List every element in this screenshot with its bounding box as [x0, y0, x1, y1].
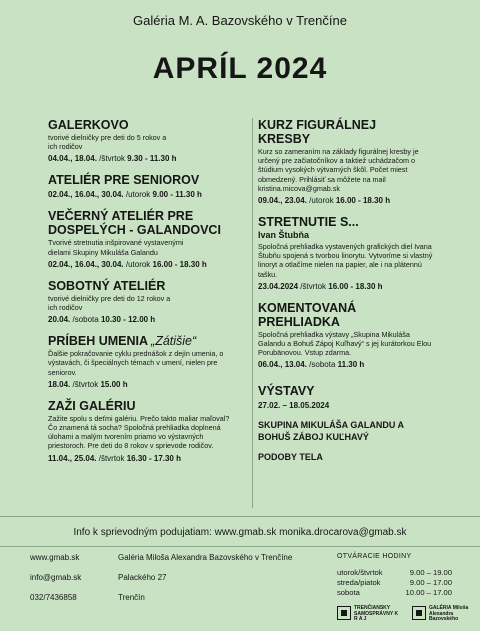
tsk-logo-text: TRENČIANSKY SAMOSPRÁVNY K R A J — [354, 605, 399, 622]
event-dates: 02.04., 16.04., 30.04. — [48, 259, 124, 269]
divider-bottom — [0, 546, 480, 547]
footer-phone: 032/7436858 — [30, 593, 77, 602]
event-day: /sobota — [70, 315, 101, 325]
event-schedule — [258, 195, 438, 206]
event-dates: 11.04., 25.04. — [48, 453, 97, 463]
event-title: VEČERNÝ ATELIÉR PRE DOSPELÝCH - GALANDOVCI — [48, 209, 221, 238]
event-day: /sobota — [306, 360, 338, 370]
footer-email-link[interactable]: info@gmab.sk — [30, 573, 82, 582]
hours-days: sobota — [337, 588, 360, 597]
event-day: /utorok — [123, 259, 153, 269]
hours-time: 10.00 – 17.00 — [405, 588, 452, 597]
event-desc: Kurz so zameraním na základy figurálnej kresby je určený pre začiatočníkov a taktiež uchádzačom o štúdium vysokých výtvarných škôl. Počet miest obmedzený. Prihlásiť sa môžete na mail kristina.micova@gmab.sk — [258, 147, 419, 193]
event-desc: Spoločná prehliadka výstavy „Skupina Mikuláša Galandu a Bohuš Zápoj Kuľhavý“ s jej kurátorkou Elou Porubänovou. Vstup zdarma. — [258, 329, 432, 358]
hours-row — [337, 568, 452, 578]
event-time: 9.30 - 11.30 h — [127, 154, 177, 164]
event-sobotny-atelier — [48, 279, 248, 325]
event-time: 16.30 - 17.30 h — [126, 453, 181, 463]
event-kurz-kresby — [258, 118, 438, 206]
event-time: 16.00 - 18.30 h — [328, 281, 383, 291]
event-time: 9.00 - 11.30 h — [152, 190, 202, 200]
event-day: /utorok — [306, 196, 336, 206]
column-divider — [252, 118, 253, 508]
event-dates: 18.04. — [48, 379, 71, 389]
footer-web-link[interactable]: www.gmab.sk — [30, 553, 80, 562]
event-dates: 02.04., 16.04., 30.04. — [48, 190, 124, 200]
event-schedule — [48, 379, 248, 390]
event-time: 16.00 - 18.30 h — [152, 259, 207, 269]
event-day: /štvrtok — [96, 453, 127, 463]
footer-city: Trenčín — [118, 593, 145, 602]
footer-address — [118, 553, 292, 603]
event-schedule — [48, 153, 248, 164]
event-title: ZAŽI GALÉRIU — [48, 398, 136, 413]
event-time: 11.30 h — [337, 360, 365, 370]
right-column — [258, 118, 438, 472]
event-dates: 04.04., 18.04. — [48, 154, 97, 164]
page-title: APRÍL 2024 — [152, 52, 328, 85]
left-column — [48, 118, 248, 473]
hours-time: 9.00 – 17.00 — [409, 578, 452, 587]
footer-hours — [337, 552, 452, 598]
event-title: SOBOTNÝ ATELIÉR — [48, 278, 166, 293]
footer-contacts — [30, 553, 81, 603]
hours-days: streda/piatok — [337, 578, 381, 587]
event-vecerny-atelier — [48, 209, 248, 269]
gallery-logo-text: GALÉRIA Miloša Alexandra Bazovského — [429, 605, 469, 622]
gallery-logo-icon — [412, 606, 426, 620]
exhibitions-section — [258, 384, 438, 463]
event-schedule — [258, 359, 438, 370]
event-galerkovo — [48, 118, 248, 164]
footer-gallery-name: Galéria Miloša Alexandra Bazovského v Trenčíne — [118, 553, 293, 562]
event-desc: Tvorivé stretnutia inšpirované vystavenými dielami Skupiny Mikuláša Galandu — [48, 238, 184, 257]
event-zazi-galeriu — [48, 399, 248, 464]
event-schedule — [48, 314, 248, 325]
event-dates: 06.04., 13.04. — [258, 360, 307, 370]
info-line: Info k sprievodným podujatiam: www.gmab.sk monika.drocarova@gmab.sk — [73, 527, 407, 538]
event-day: /štvrtok — [96, 154, 128, 164]
event-stretnutie — [258, 215, 438, 292]
event-title-italic: „Zátišie“ — [151, 334, 197, 349]
hours-days: utorok/štvrtok — [337, 568, 383, 577]
event-dates: 23.04.2024 — [258, 281, 299, 291]
exhibition-item: SKUPINA MIKULÁŠA GALANDU A BOHUŠ ZÁBOJ KUĽHAVÝ — [258, 420, 404, 443]
event-desc: Ďalšie pokračovanie cyklu prednášok z dejín umenia, o výstavách, či špeciálnych témach v umení, nielen pre seniorov. — [48, 349, 224, 377]
event-title: STRETNUTIE S... — [258, 215, 359, 230]
event-schedule — [48, 259, 248, 270]
event-time: 15.00 h — [100, 379, 128, 389]
event-schedule — [258, 281, 438, 292]
event-desc: Zažite spolu s deťmi galériu. Prečo takto maliar maľoval? Čo znamená tá socha? Spoločná prehliadka doplnená úlohami a malým tvorením priamo vo výstavných priestoroch. Pre deti do 8 rokov v sprievode rodičov. — [48, 413, 230, 451]
event-title: KURZ FIGURÁLNEJ KRESBY — [258, 118, 377, 146]
event-time: 16.00 - 18.30 h — [335, 196, 391, 206]
event-dates: 20.04. — [48, 315, 71, 325]
event-schedule — [48, 453, 248, 464]
tsk-logo — [337, 606, 407, 623]
hours-row — [337, 578, 452, 588]
gallery-name: Galéria M. A. Bazovského v Trenčíne — [133, 13, 347, 28]
divider-top — [0, 516, 480, 517]
event-subtitle: Ivan Štubňa — [258, 230, 310, 241]
hours-row — [337, 588, 452, 598]
event-komentovana — [258, 301, 438, 371]
event-day: /štvrtok — [70, 379, 101, 389]
event-day: /štvrtok — [298, 281, 329, 291]
event-title: ATELIÉR PRE SENIOROV — [48, 173, 200, 188]
event-dates: 09.04., 23.04. — [258, 196, 307, 206]
event-desc: Spoločná prehliadka vystavených grafických diel Ivana Štubňu spojená s tvorbou linorytu. Vytvoríme si vlastný linoryt a otlačíme nielen na papier, ale i na plátennú tašku. — [258, 242, 433, 279]
event-day: /utorok — [123, 190, 153, 200]
event-title — [48, 334, 248, 348]
exhibition-item: PODOBY TELA — [258, 452, 323, 463]
footer-street: Palackého 27 — [118, 573, 167, 582]
exhibitions-title: VÝSTAVY — [258, 384, 315, 399]
exhibitions-dates: 27.02. – 18.05.2024 — [258, 401, 330, 411]
event-title-text: PRÍBEH UMENIA — [48, 334, 148, 349]
event-title: GALERKOVO — [48, 118, 129, 132]
event-time: 10.30 - 12.00 h — [100, 315, 156, 325]
event-desc: tvorivé dielničky pre deti do 5 rokov a ich rodičov — [48, 133, 167, 152]
tsk-crest-icon — [337, 606, 351, 620]
event-schedule — [48, 189, 248, 200]
event-atelier-seniori — [48, 173, 248, 200]
event-desc: tvorivé dielničky pre deti do 12 rokov a ich rodičov — [48, 293, 171, 313]
gallery-logo — [412, 606, 472, 623]
event-title: KOMENTOVANÁ PREHLIADKA — [258, 300, 357, 329]
hours-title: OTVÁRACIE HODINY — [337, 553, 412, 560]
event-pribeh-umenia — [48, 334, 248, 390]
hours-time: 9.00 – 19.00 — [409, 568, 452, 577]
